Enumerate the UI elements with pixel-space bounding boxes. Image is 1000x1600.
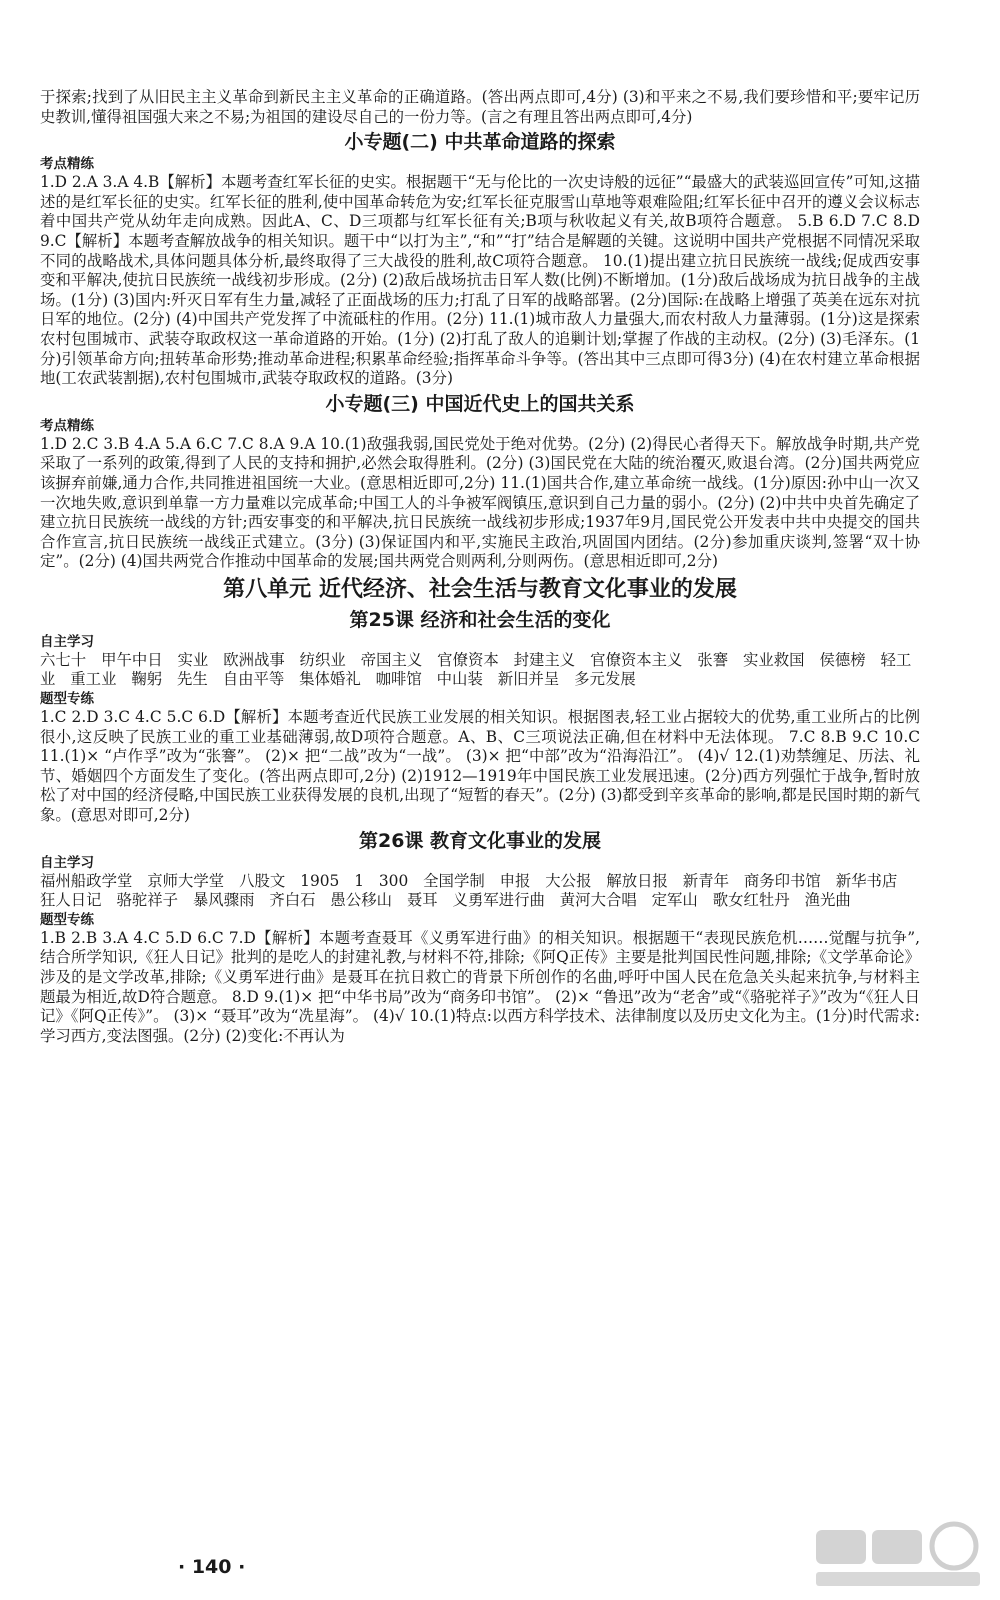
page-number: · 140 ·	[178, 1556, 246, 1578]
lesson25-answers: 1.C 2.D 3.C 4.C 5.C 6.D【解析】本题考查近代民族工业发展的相关知识。根据图表,轻工业占据较大的优势,重工业所占的比例很小,这反映了民族工业的重工业基础薄弱,故D项符合题意。A、B、C三项说法正确,但在材料中无法体现。 7.C 8.B 9.C 10.C 11.(1)× “卢作孚”改为“张謇”。 (2)× 把“二战”改为“一战”。 (3)× 把“中部”改为“沿海沿江”。 (4)√ 12.(1)劝禁缠足、历法、礼节、婚姻四个方面发生了变化。(答出两点即可,2分) (2)1912—1919年中国民族工业发展迅速。(2分)西方列强忙于战争,暂时放松了对中国的经济侵略,中国民族工业获得发展的良机,出现了“短暂的春天”。(2分) (3)都受到辛亥革命的影响,都是民国时期的新气象。(意思对即可,2分)	[40, 708, 921, 825]
document-page	[40, 0, 920, 1046]
lesson25-practice-label: 题型专练	[40, 691, 94, 708]
unit8-title: 第八单元 近代经济、社会生活与教育文化事业的发展	[223, 576, 737, 602]
lesson26-practice-label: 题型专练	[40, 911, 94, 928]
lesson26-fill-words: 福州船政学堂 京师大学堂 八股文 1905 1 300 全国学制 申报 大公报 解放日报 新青年 商务印书馆 新华书店 狂人日记 骆驼祥子 暴风骤雨 齐白石 愚公移山 聂耳 义勇军进行曲 黄河大合唱 定军山 歌女红牡丹 渔光曲	[40, 871, 898, 910]
topic2-label: 考点精练	[40, 156, 94, 173]
topic2-title: 小专题(二) 中共革命道路的探索	[344, 131, 616, 154]
lesson25-self-study-label: 自主学习	[40, 633, 94, 650]
answer-circle-logo-icon	[808, 1520, 988, 1592]
lesson26-self-study-label: 自主学习	[40, 854, 94, 871]
lesson26-title: 第26课 教育文化事业的发展	[358, 829, 602, 852]
topic3-title: 小专题(三) 中国近代史上的国共关系	[325, 392, 635, 415]
lesson25-title: 第25课 经济和社会生活的变化	[349, 608, 611, 631]
topic2-answers: 1.D 2.A 3.A 4.B【解析】本题考查红军长征的史实。根据题干“无与伦比的一次史诗般的远征”“最盛大的武装巡回宣传”可知,这描述的是红军长征的史实。红军长征的胜利,使中国革命转危为安;红军长征克服雪山草地等艰难险阻;红军长征中召开的遵义会议标志着中国共产党从幼年走向成熟。因此A、C、D三项都与红军长征有关;B项与秋收起义有关,故B项符合题意。 5.B 6.D 7.C 8.D 9.C【解析】本题考查解放战争的相关知识。题干中“以打为主”,“和”“打”结合是解题的关键。这说明中国共产党根据不同情况采取不同的战略战术,具体问题具体分析,最终取得了三大战役的胜利,故C项符合题意。 10.(1)提出建立抗日民族统一战线;促成西安事变和平解决,使抗日民族统一战线初步形成。(2分) (2)敌后战场抗击日军人数(比例)不断增加。(1分)敌后战场成为抗日战争的主战场。(1分) (3)国内:歼灭日军有生力量,减轻了正面战场的压力;打乱了日军的战略部署。(2分)国际:在战略上增强了英美在远东对抗日军的地位。(2分) (4)中国共产党发挥了中流砥柱的作用。(2分) 11.(1)城市敌人力量强大,而农村敌人力量薄弱。(1分)这是探索农村包围城市、武装夺取政权这一革命道路的开始。(1分) (2)打乱了敌人的追剿计划;掌握了作战的主动权。(2分) (3)毛泽东。(1分)引领革命方向;扭转革命形势;推动革命进程;积累革命经验;指挥革命斗争等。(答出其中三点即可得3分) (4)在农村建立革命根据地(工农武装割据),农村包围城市,武装夺取政权的道路。(3分)	[40, 173, 920, 388]
intro-paragraph: 于探索;找到了从旧民主主义革命到新民主主义革命的正确道路。(答出两点即可,4分) (3)和平来之不易,我们要珍惜和平;要牢记历史教训,懂得祖国强大来之不易;为祖国的建设尽自己的一份力等。(言之有理且答出两点即可,4分)	[40, 88, 920, 126]
lesson25-fill-words: 六七十 甲午中日 实业 欧洲战事 纺织业 帝国主义 官僚资本 封建主义 官僚资本主义 张謇 实业救国 侯德榜 轻工业 重工业 鞠躬 先生 自由平等 集体婚礼 咖啡馆 中山装 新旧并呈 多元发展	[40, 650, 912, 689]
lesson26-answers: 1.B 2.B 3.A 4.C 5.D 6.C 7.D【解析】本题考查聂耳《义勇军进行曲》的相关知识。根据题干“表现民族危机……觉醒与抗争”,结合所学知识,《狂人日记》批判的是吃人的封建礼教,与材料不符,排除;《阿Q正传》主要是批判国民性问题,排除;《文学革命论》涉及的是文学改革,排除;《义勇军进行曲》是聂耳在抗日救亡的背景下所创作的名曲,呼吁中国人民在危急关头起来抗争,与材料主题最为相近,故D符合题意。 8.D 9.(1)× 把“中华书局”改为“商务印书馆”。 (2)× “鲁迅”改为“老舍”或“《骆驼祥子》”改为“《狂人日记》《阿Q正传》”。 (3)× “聂耳”改为“冼星海”。 (4)√ 10.(1)特点:以西方科学技术、法律制度以及历史文化为主。(1分)时代需求:学习西方,变法图强。(2分) (2)变化:不再认为	[40, 928, 920, 1045]
topic3-answers: 1.D 2.C 3.B 4.A 5.A 6.C 7.C 8.A 9.A 10.(1)敌强我弱,国民党处于绝对优势。(2分) (2)得民心者得天下。解放战争时期,共产党采取了一系列的政策,得到了人民的支持和拥护,必然会取得胜利。(2分) (3)国民党在大陆的统治覆灭,败退台湾。(2分)国共两党应该摒弃前嫌,通力合作,共同推进祖国统一大业。(意思相近即可,2分) 11.(1)国共合作,建立革命统一战线。(1分)原因:孙中山一次又一次地失败,意识到单靠一方力量难以完成革命;中国工人的斗争被军阀镇压,意识到自己力量的弱小。(2分) (2)中共中央首先确定了建立抗日民族统一战线的方针;西安事变的和平解决,抗日民族统一战线初步形成;1937年9月,国民党公开发表中共中央提交的国共合作宣言,抗日民族统一战线正式建立。(3分) (3)保证国内和平,实施民主政治,巩固国内团结。(2分)参加重庆谈判,签署“双十协定”。(2分) (4)国共两党合作推动中国革命的发展;国共两党合则两利,分则两伤。(意思相近即可,2分)	[40, 434, 920, 571]
topic3-label: 考点精练	[40, 417, 94, 434]
